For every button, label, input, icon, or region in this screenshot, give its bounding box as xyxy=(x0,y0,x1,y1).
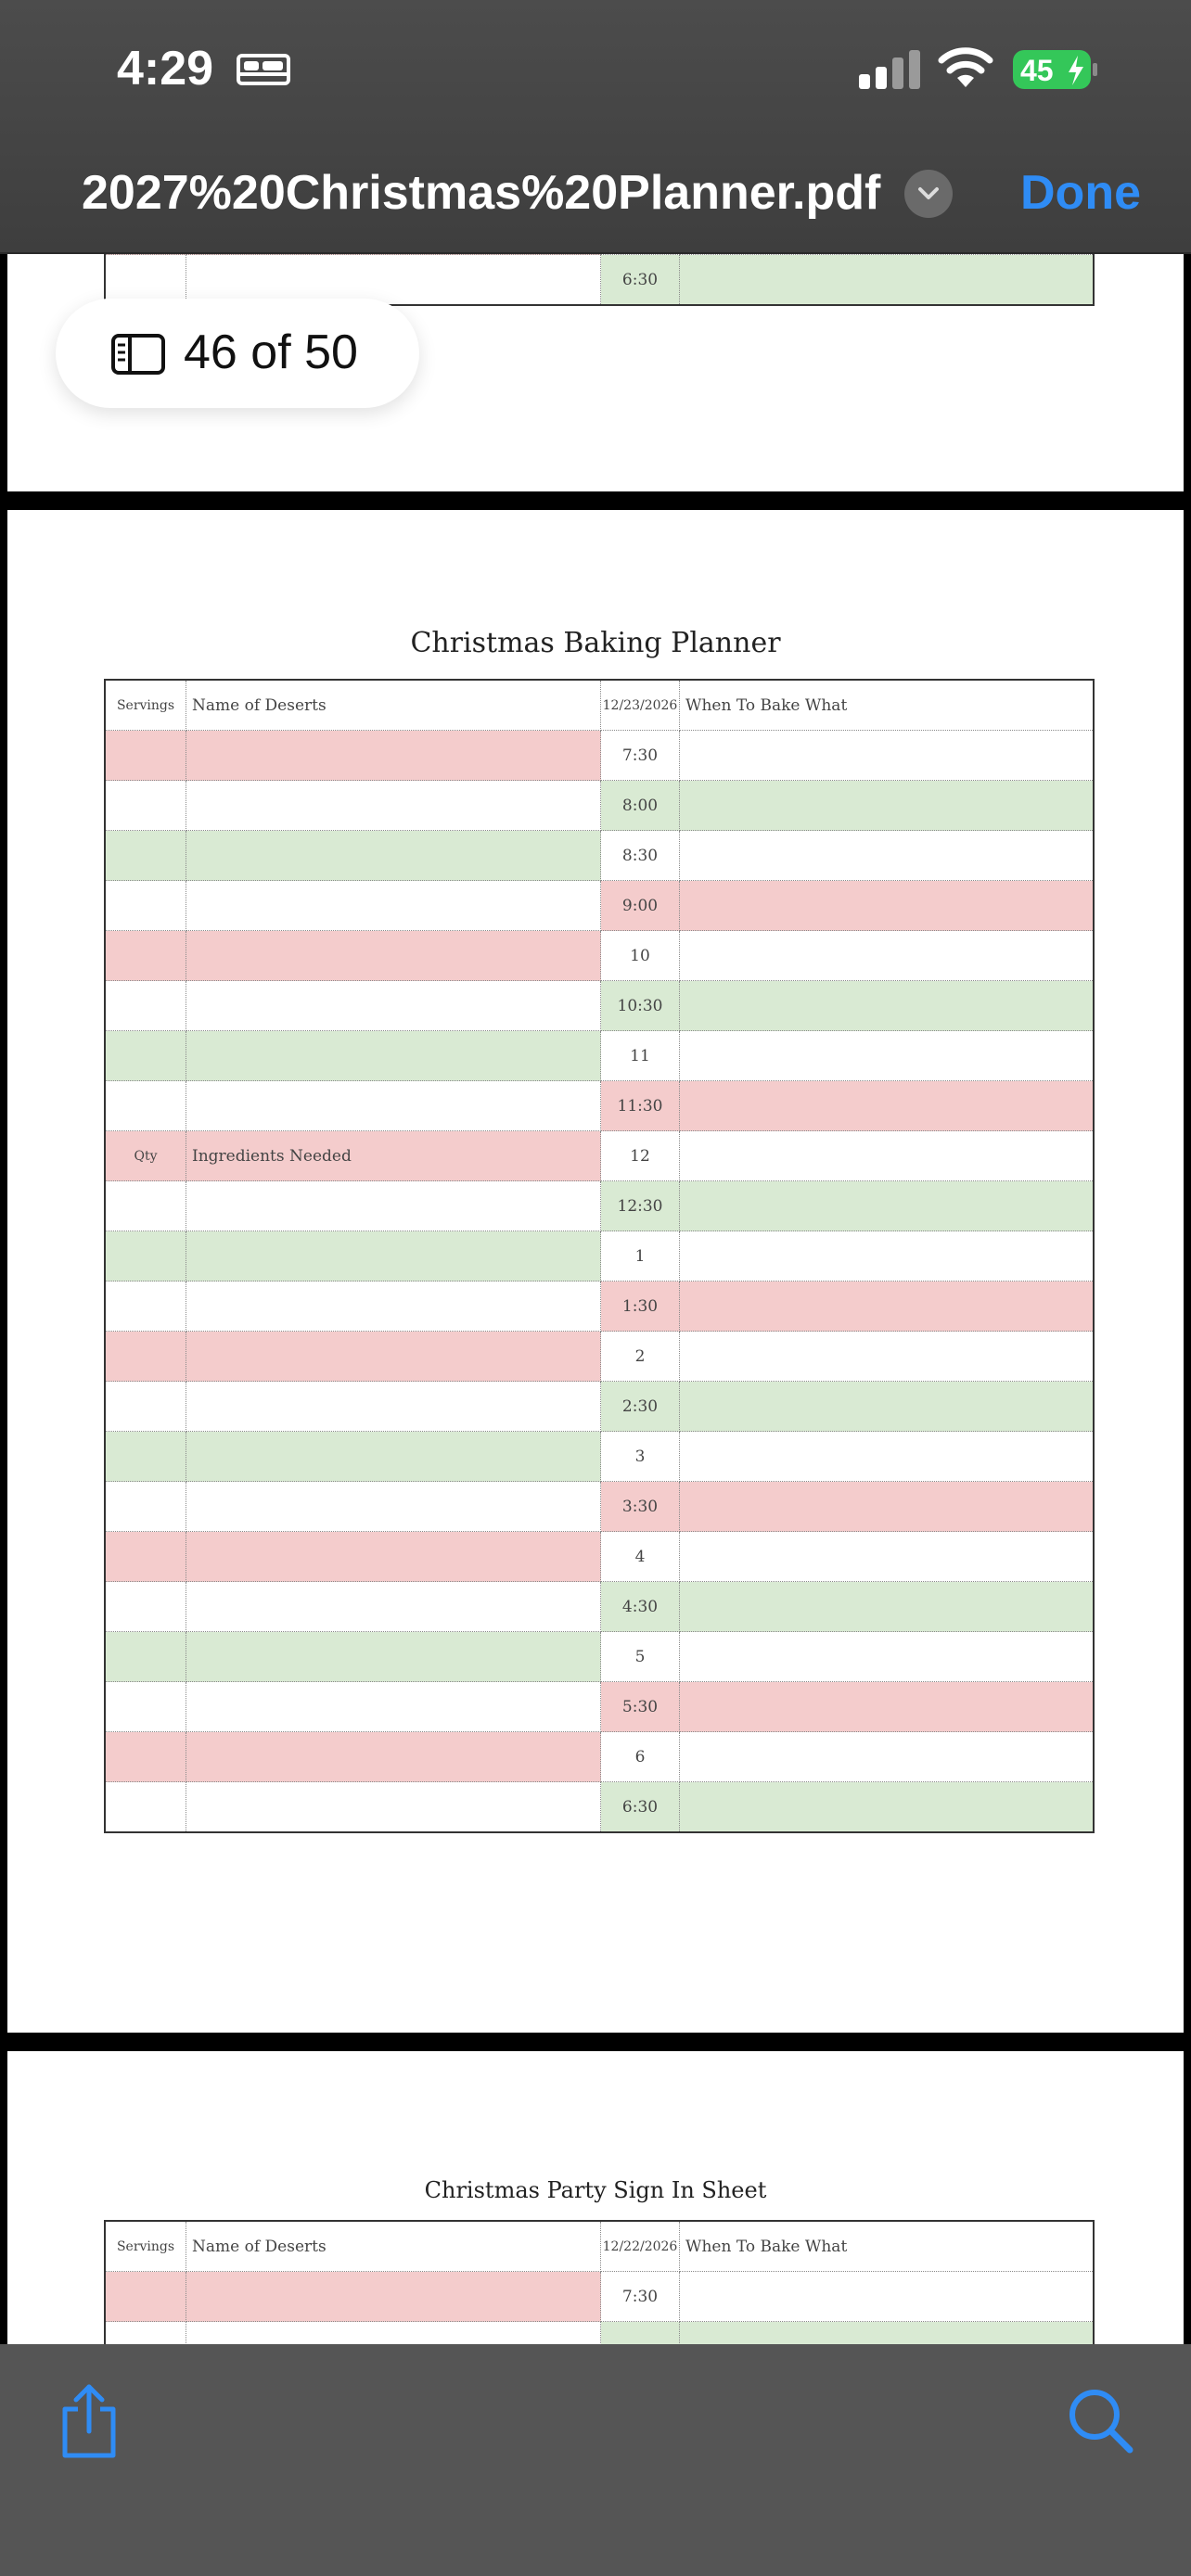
done-button[interactable]: Done xyxy=(1020,166,1141,220)
table-row xyxy=(105,1181,1094,1231)
table-row xyxy=(105,1432,1094,1482)
time-cell: 7:30 xyxy=(601,2272,680,2322)
time-cell: 8:00 xyxy=(601,781,680,831)
table-row xyxy=(105,1031,1094,1081)
table-row xyxy=(105,981,1094,1031)
ingredients-needed-header: Ingredients Needed xyxy=(186,1131,601,1181)
time-cell: 1 xyxy=(601,1231,680,1282)
time-cell: 5 xyxy=(601,1632,680,1682)
header-deserts: Name of Deserts xyxy=(186,680,601,731)
table-row xyxy=(105,1482,1094,1532)
pdf-page-baking-planner xyxy=(7,510,1184,2033)
top-bar xyxy=(0,0,1191,254)
table-row xyxy=(105,881,1094,931)
table-row xyxy=(105,1131,1094,1181)
status-time: 4:29 xyxy=(117,42,214,96)
time-cell: 5:30 xyxy=(601,1682,680,1732)
table-row xyxy=(105,1231,1094,1282)
time-cell: 12:30 xyxy=(601,1181,680,1231)
table-row xyxy=(105,731,1094,781)
table-row xyxy=(105,1332,1094,1382)
header-servings: Servings xyxy=(105,680,186,731)
page-counter-text: 46 of 50 xyxy=(184,325,358,379)
header-when: When To Bake What xyxy=(680,2221,1095,2272)
signal-icon xyxy=(857,48,920,91)
time-cell: 9:00 xyxy=(601,881,680,931)
table-row xyxy=(105,1282,1094,1332)
search-icon[interactable] xyxy=(1067,2387,1133,2454)
baking-planner-table xyxy=(104,679,1095,1833)
party-sheet-table xyxy=(104,2220,1095,2344)
table-row xyxy=(105,831,1094,881)
table-row xyxy=(105,1081,1094,1131)
time-cell: 12 xyxy=(601,1131,680,1181)
table-row xyxy=(105,2322,1094,2345)
table-row xyxy=(105,1582,1094,1632)
baking-planner-title: Christmas Baking Planner xyxy=(410,627,781,659)
party-sheet-title: Christmas Party Sign In Sheet xyxy=(424,2177,767,2203)
time-cell: 4:30 xyxy=(601,1582,680,1632)
table-row xyxy=(105,1682,1094,1732)
page-counter[interactable] xyxy=(56,299,419,408)
time-cell: 3:30 xyxy=(601,1482,680,1532)
table-row xyxy=(105,1382,1094,1432)
table-row xyxy=(105,2272,1094,2322)
chevron-down-icon xyxy=(916,184,941,204)
time-cell: 8:30 xyxy=(601,831,680,881)
bed-icon xyxy=(237,54,290,85)
table-row xyxy=(105,1732,1094,1782)
table-row xyxy=(105,1782,1094,1833)
time-cell: 11 xyxy=(601,1031,680,1081)
header-date: 12/22/2026 xyxy=(601,2221,680,2272)
time-cell: 10:30 xyxy=(601,981,680,1031)
time-cell: 11:30 xyxy=(601,1081,680,1131)
time-cell: 10 xyxy=(601,931,680,981)
table-row xyxy=(105,781,1094,831)
time-cell: 6 xyxy=(601,1732,680,1782)
bottom-toolbar xyxy=(0,2344,1191,2576)
wifi-icon xyxy=(937,46,994,89)
header-date: 12/23/2026 xyxy=(601,680,680,731)
table-row xyxy=(105,1632,1094,1682)
header-servings: Servings xyxy=(105,2221,186,2272)
table-row xyxy=(105,931,1094,981)
time-cell: 1:30 xyxy=(601,1282,680,1332)
sidebar-icon xyxy=(111,334,165,375)
time-cell: 7:30 xyxy=(601,731,680,781)
title-menu-button[interactable] xyxy=(904,170,953,218)
table-header-row xyxy=(105,2221,1094,2272)
time-cell: 4 xyxy=(601,1532,680,1582)
time-cell: 2:30 xyxy=(601,1382,680,1432)
share-icon[interactable] xyxy=(56,2381,122,2459)
battery-icon xyxy=(1013,48,1098,91)
time-cell: 2 xyxy=(601,1332,680,1382)
header-when: When To Bake What xyxy=(680,680,1095,731)
table-header-row xyxy=(105,680,1094,731)
table-row xyxy=(105,1532,1094,1582)
battery-level: 45 xyxy=(1020,54,1054,87)
ingredients-qty-header: Qty xyxy=(105,1131,186,1181)
header-deserts: Name of Deserts xyxy=(186,2221,601,2272)
time-cell: 6:30 xyxy=(601,1782,680,1833)
prev-time-cell: 6:30 xyxy=(601,255,680,306)
pdf-viewer[interactable] xyxy=(0,252,1191,2344)
pdf-page-party-sheet xyxy=(7,2051,1184,2344)
document-title[interactable]: 2027%20Christmas%20Planner.pdf xyxy=(82,166,881,220)
time-cell: 3 xyxy=(601,1432,680,1482)
